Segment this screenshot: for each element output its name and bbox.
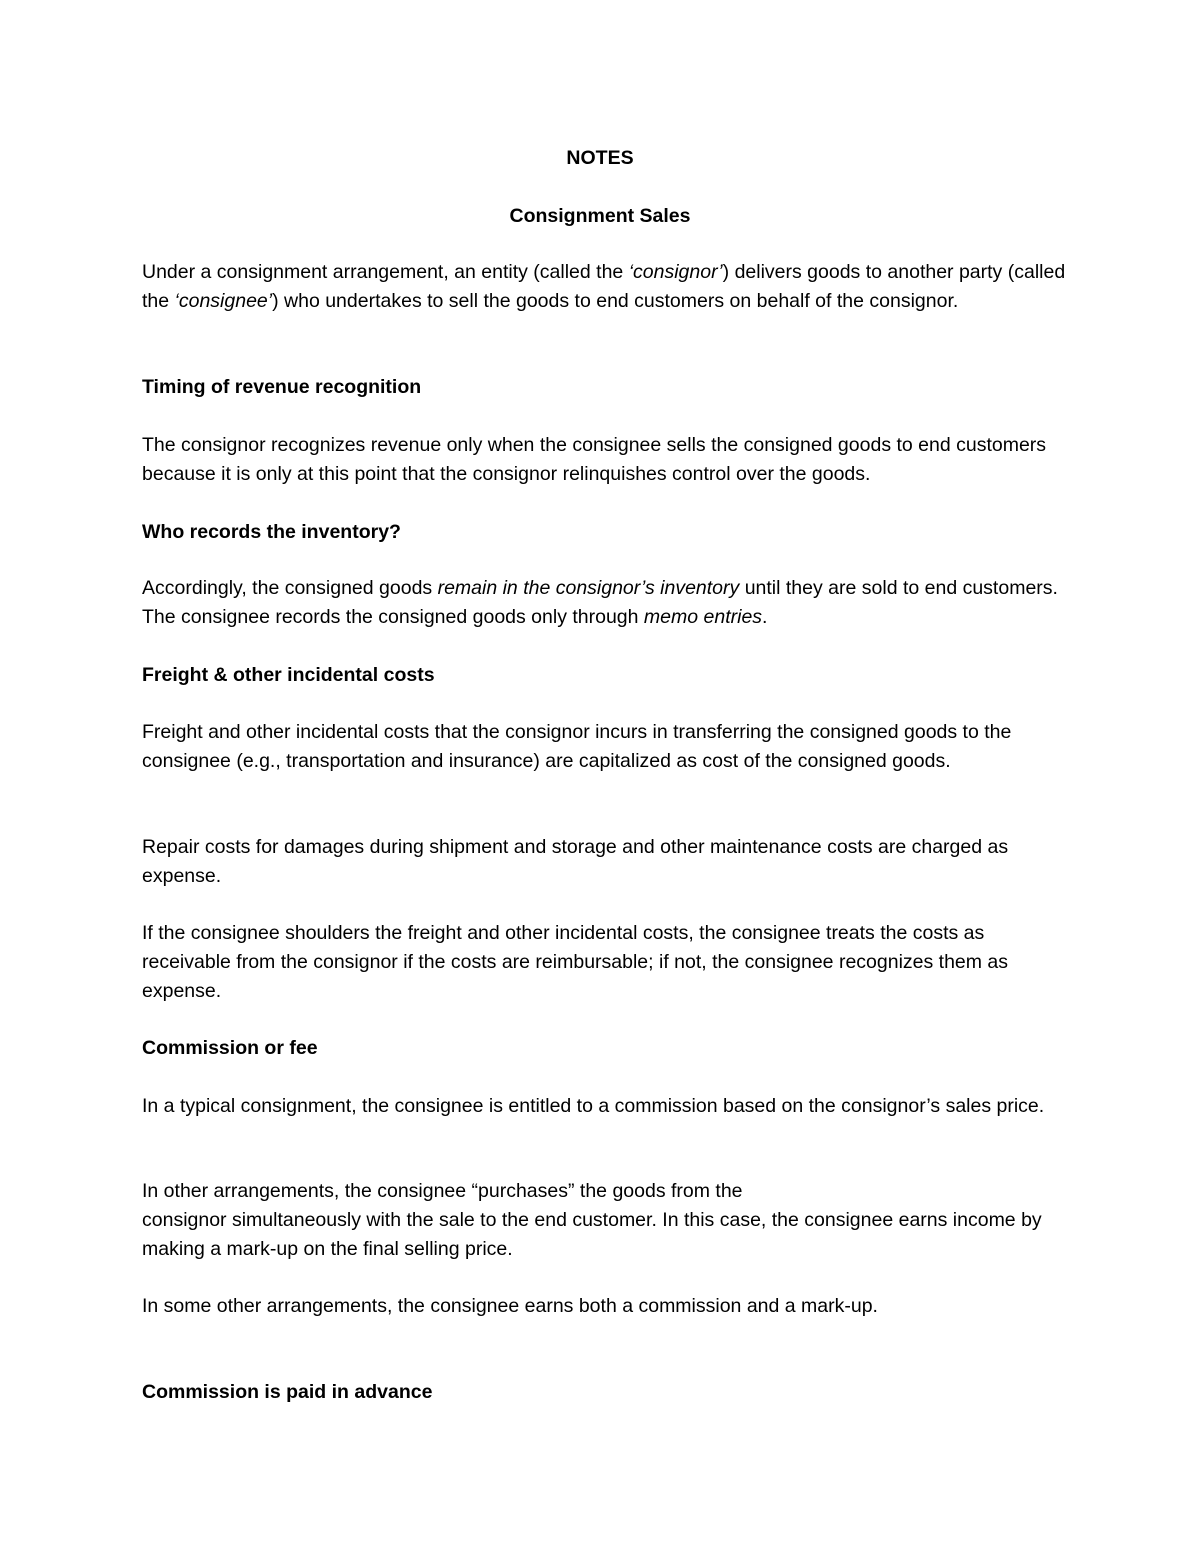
inventory-heading: Who records the inventory? — [142, 521, 401, 543]
timing-paragraph: The consignor recognizes revenue only when the consignee sells the consigned goods to end customers because it is only at this point that the consignor relinquishes control over the goods. — [142, 434, 1047, 485]
document-title: NOTES — [566, 147, 634, 169]
inventory-emphasis-2: memo entries — [643, 606, 763, 628]
inventory-text-c: . — [762, 606, 768, 628]
commission-paragraph-2 — [142, 1177, 1072, 1264]
commission-paragraph-1: In a typical consignment, the consignee is entitled to a commission based on the consignor’s sales price. — [142, 1095, 1045, 1117]
consignor-term: ‘consignor’ — [628, 261, 723, 283]
inventory-emphasis-1: remain in the consignor’s inventory — [437, 577, 740, 599]
document-subtitle: Consignment Sales — [509, 205, 691, 227]
commission-paragraph-3: In some other arrangements, the consignee earns both a commission and a mark-up. — [142, 1295, 878, 1317]
inventory-text-b: until they are sold to end customers. The consignee records the consigned goods only through — [142, 577, 1058, 628]
freight-heading: Freight & other incidental costs — [142, 664, 435, 686]
intro-text-b: ) delivers goods to another party (called the — [142, 261, 1066, 312]
freight-paragraph-2: Repair costs for damages during shipment and storage and other maintenance costs are charged as expense. — [142, 836, 1009, 887]
inventory-text-a: Accordingly, the consigned goods — [142, 577, 438, 599]
intro-text-c: ) who undertakes to sell the goods to end customers on behalf of the consignor. — [272, 290, 959, 312]
consignee-term: ‘consignee’ — [174, 290, 273, 312]
intro-text-a: Under a consignment arrangement, an entity (called the — [142, 261, 629, 283]
timing-heading: Timing of revenue recognition — [142, 376, 422, 398]
inventory-paragraph — [142, 574, 1072, 632]
commission-paragraph-2-line-1: In other arrangements, the consignee “purchases” the goods from the — [142, 1180, 743, 1202]
intro-paragraph — [142, 258, 1072, 316]
advance-heading: Commission is paid in advance — [142, 1381, 433, 1403]
commission-heading: Commission or fee — [142, 1037, 318, 1059]
commission-paragraph-2-rest: consignor simultaneously with the sale to the end customer. In this case, the consignee earns income by making a mark-up on the final selling price. — [142, 1209, 1042, 1260]
freight-paragraph-3: If the consignee shoulders the freight and other incidental costs, the consignee treats the costs as receivable from the consignor if the costs are reimbursable; if not, the consignee recognizes them as expense. — [142, 922, 1009, 1002]
freight-paragraph-1: Freight and other incidental costs that the consignor incurs in transferring the consigned goods to the consignee (e.g., transportation and insurance) are capitalized as cost of the consigned goods. — [142, 721, 1012, 772]
